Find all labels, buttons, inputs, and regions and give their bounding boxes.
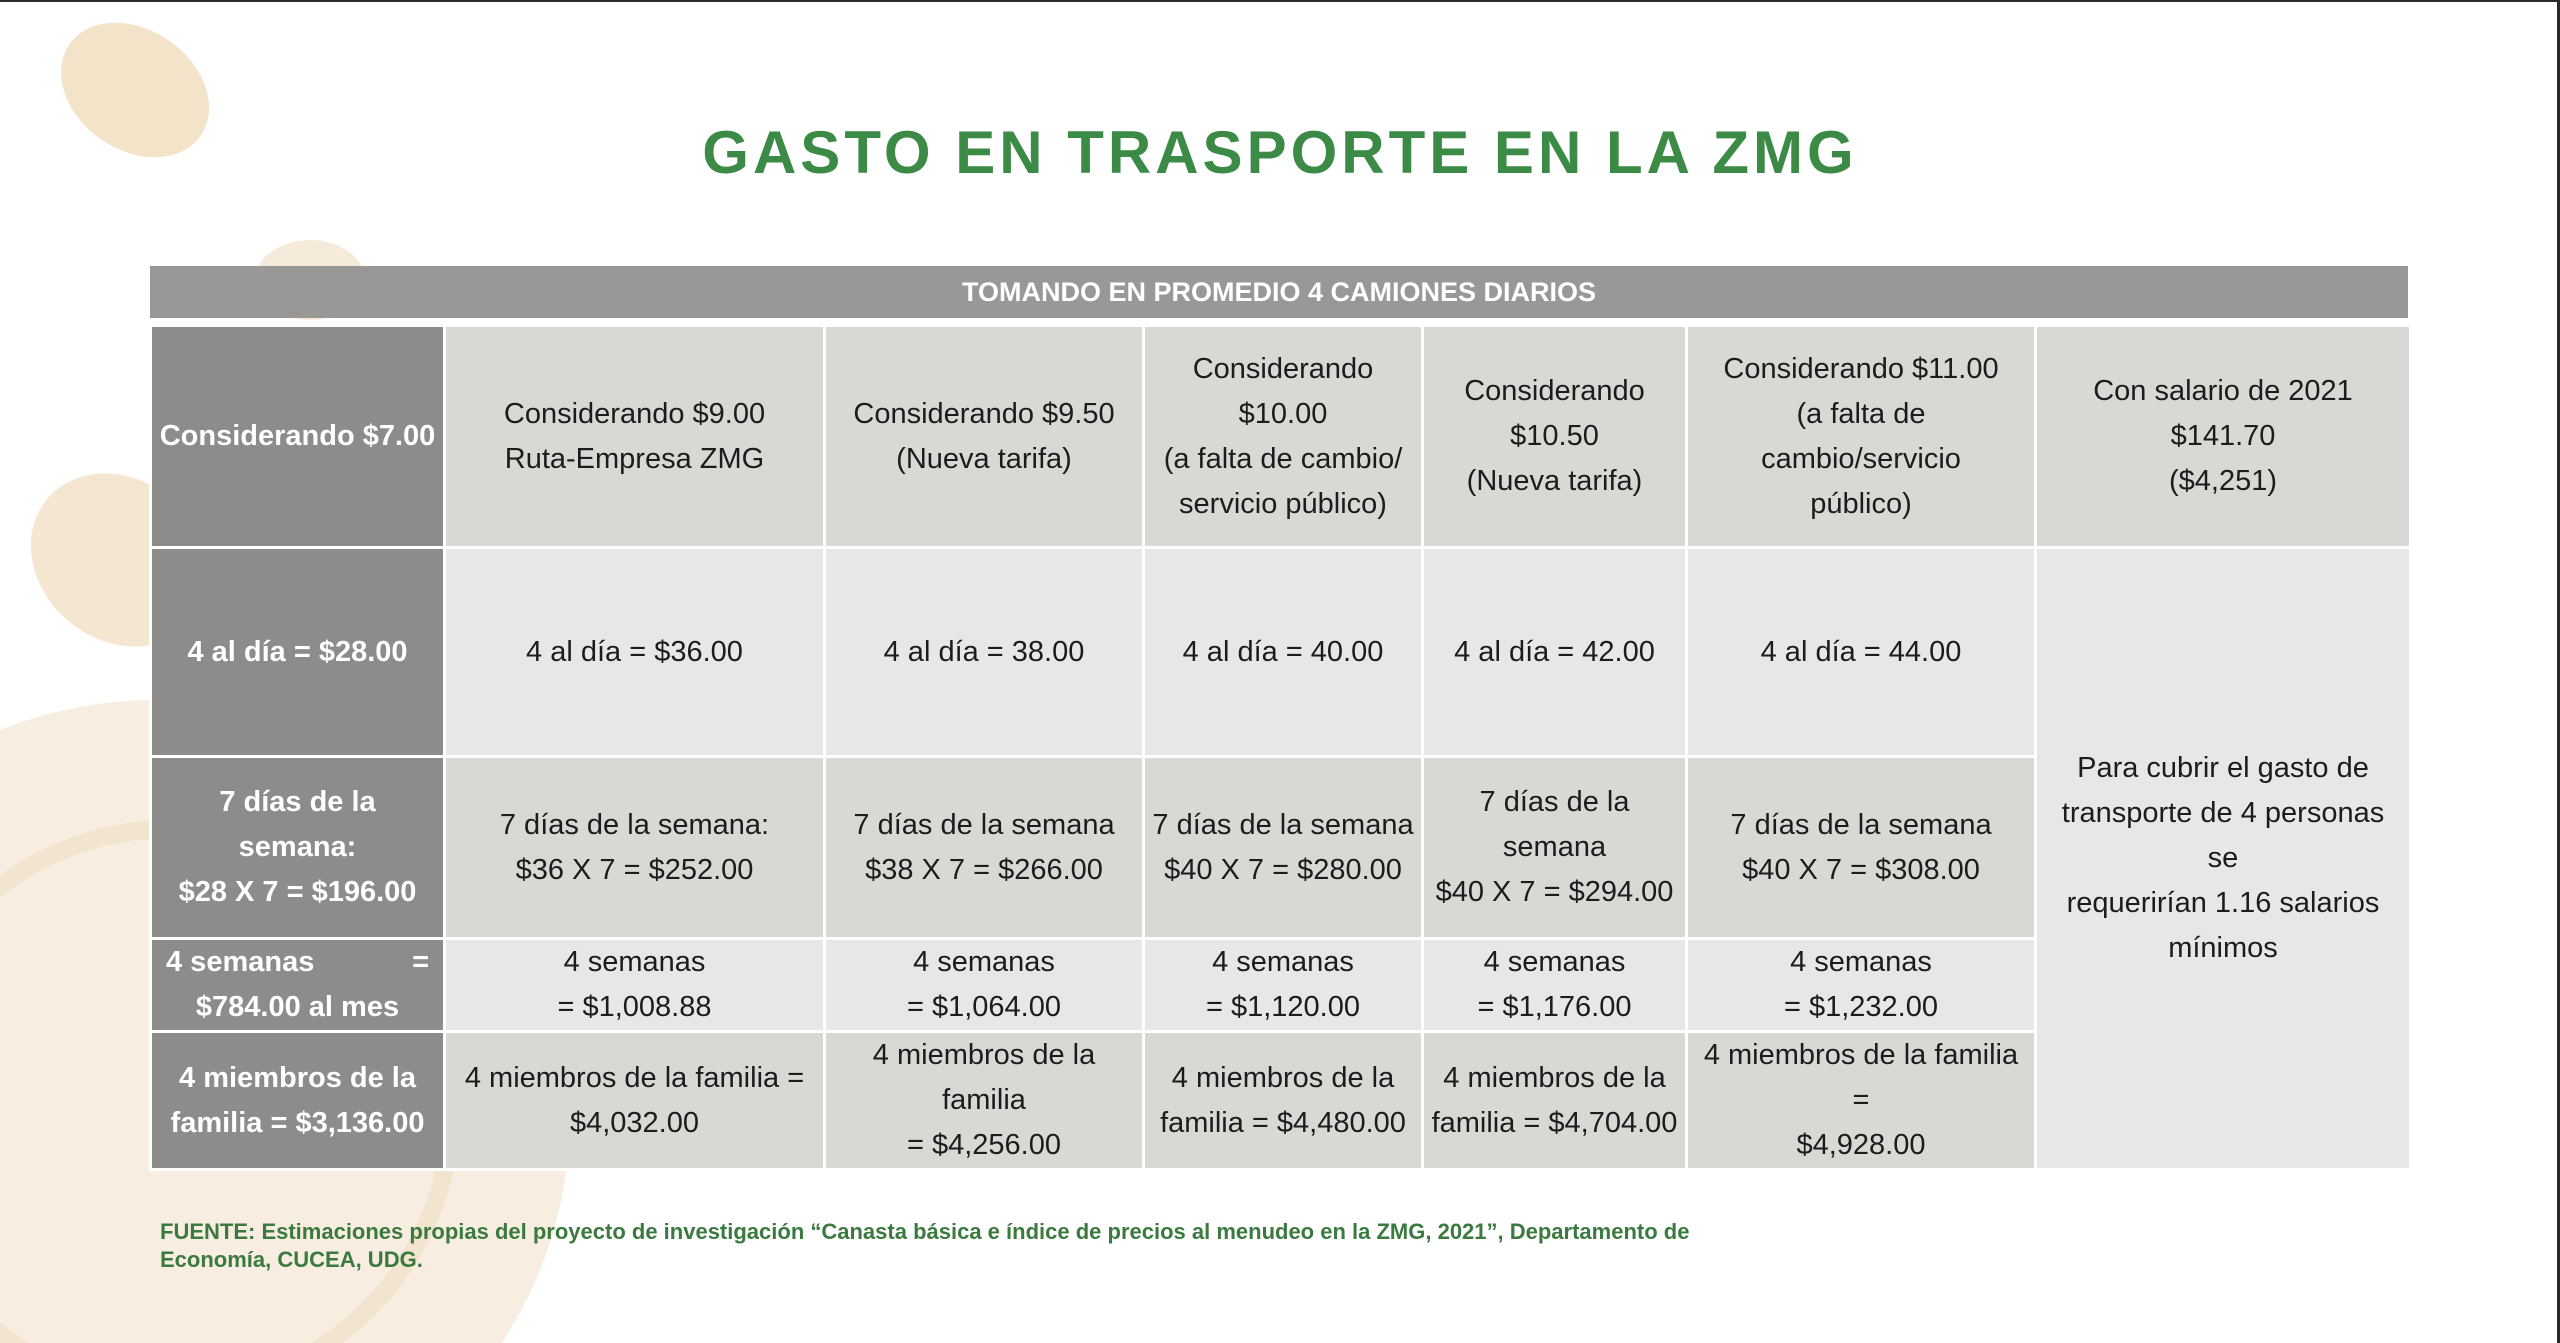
- cell-value: = $1,120.00: [1205, 991, 1360, 1023]
- header-cell: [1144, 326, 1423, 548]
- table-cell: [1687, 939, 2036, 1032]
- note-line: Para cubrir el gasto de: [2077, 752, 2369, 784]
- cell-value: = $1,064.00: [906, 991, 1061, 1023]
- page-title: GASTO EN TRASPORTE EN LA ZMG: [702, 119, 1858, 186]
- cell-value: 7 días de la semana: [853, 808, 1115, 841]
- cell-value: familia = $4,480.00: [1160, 1106, 1406, 1139]
- cell-value: 4 al día = 42.00: [1454, 635, 1655, 668]
- row-header-cell: [151, 939, 445, 1032]
- header-line: Considerando $9.00: [503, 397, 766, 430]
- header-line: (Nueva tarifa): [1466, 465, 1643, 497]
- table-cell: [1144, 939, 1423, 1032]
- table-cell: [1687, 757, 2036, 939]
- table-cell: [825, 757, 1144, 939]
- cell-value: = $4,256.00: [906, 1129, 1061, 1161]
- header-line: servicio público): [1179, 487, 1387, 520]
- header-line: público): [1810, 487, 1912, 520]
- cell-value: $4,928.00: [1796, 1129, 1926, 1161]
- note-line: mínimos: [2168, 932, 2278, 964]
- cell-value: $40 X 7 = $308.00: [1742, 853, 1980, 886]
- table-cell: [445, 939, 825, 1032]
- note-line: transporte de 4 personas se: [2061, 797, 2385, 874]
- row-label: =: [412, 946, 429, 978]
- table-cell: [445, 548, 825, 757]
- header-cell: [1423, 326, 1687, 548]
- header-cell: [825, 326, 1144, 548]
- row-header-cell: [151, 548, 445, 757]
- table-cell: [1423, 1032, 1687, 1170]
- cell-value: 4 miembros de la familia =: [1703, 1039, 2019, 1116]
- header-line: Ruta-Empresa ZMG: [504, 442, 765, 475]
- transport-cost-table: [149, 324, 2412, 1171]
- header-label: Considerando $7.00: [159, 420, 436, 452]
- cell-value: 4 semanas: [563, 946, 706, 978]
- row-label: 4 al día = $28.00: [187, 635, 408, 668]
- row-label: 7 días de la semana:: [219, 786, 376, 863]
- header-line: (Nueva tarifa): [896, 442, 1072, 475]
- table-cell: [825, 548, 1144, 757]
- cell-value: 4 miembros de la: [1171, 1061, 1395, 1094]
- row-label: familia = $3,136.00: [170, 1106, 425, 1139]
- footnote-line: FUENTE: Estimaciones propias del proyecto de investigación “Canasta básica e índice de precios al menudeo en la ZMG, 2021”, Departamento de: [160, 1219, 1690, 1244]
- header-cell: [445, 326, 825, 548]
- header-line: ($4,251): [2168, 465, 2277, 497]
- row-header-cell: [151, 1032, 445, 1170]
- header-line: Considerando $9.50: [853, 397, 1115, 430]
- footnote-line: Economía, CUCEA, UDG.: [160, 1247, 423, 1272]
- header-line: (a falta de cambio/servicio: [1761, 397, 1961, 475]
- cell-value: 4 semanas: [1212, 946, 1354, 978]
- cell-value: 4 miembros de la familia: [872, 1039, 1096, 1116]
- header-line: Considerando: [1464, 375, 1645, 407]
- cell-value: $36 X 7 = $252.00: [515, 853, 754, 886]
- source-footnote: [160, 1218, 2010, 1274]
- table-cell: [825, 939, 1144, 1032]
- row-label-line: [158, 940, 437, 985]
- salary-note-cell: [2036, 548, 2411, 1170]
- cell-value: 4 semanas: [1483, 946, 1626, 978]
- table-cell: [1144, 548, 1423, 757]
- cell-value: 4 miembros de la familia =: [464, 1061, 805, 1094]
- table-band-header: TOMANDO EN PROMEDIO 4 CAMIONES DIARIOS: [150, 266, 2408, 318]
- note-line: requerirían 1.16 salarios: [2066, 887, 2380, 919]
- cell-value: $4,032.00: [569, 1106, 699, 1139]
- row-label: $28 X 7 = $196.00: [178, 876, 417, 908]
- cell-value: 4 al día = 38.00: [883, 635, 1085, 668]
- header-line: (a falta de cambio/: [1163, 442, 1403, 475]
- table-cell: [1687, 548, 2036, 757]
- table-cell: [1423, 757, 1687, 939]
- cell-value: 7 días de la semana: [1152, 808, 1414, 841]
- cell-value: $40 X 7 = $294.00: [1435, 876, 1674, 908]
- table-cell: [1144, 757, 1423, 939]
- row-label: 4 semanas: [166, 946, 315, 978]
- cell-value: $40 X 7 = $280.00: [1164, 853, 1402, 886]
- cell-value: 7 días de la semana: [1479, 786, 1630, 863]
- table-cell: [445, 757, 825, 939]
- cell-value: 4 al día = 44.00: [1760, 635, 1962, 668]
- cell-value: 4 semanas: [1790, 946, 1932, 978]
- cell-value: $38 X 7 = $266.00: [865, 853, 1103, 886]
- table-cell: [445, 1032, 825, 1170]
- header-line: Con salario de 2021 $141.70: [2093, 375, 2353, 452]
- header-cell-salary: [2036, 326, 2411, 548]
- row-header-cell: [151, 326, 445, 548]
- header-line: $10.50: [1510, 420, 1599, 452]
- cell-value: 7 días de la semana:: [499, 808, 770, 841]
- row-header-cell: [151, 757, 445, 939]
- header-line: Considerando $10.00: [1192, 352, 1374, 430]
- cell-value: = $1,176.00: [1477, 991, 1632, 1023]
- cell-value: = $1,232.00: [1783, 991, 1938, 1023]
- table-cell: [825, 1032, 1144, 1170]
- cell-value: 4 al día = $36.00: [526, 635, 743, 668]
- cell-value: = $1,008.88: [557, 991, 712, 1023]
- cell-value: 4 al día = 40.00: [1182, 635, 1384, 668]
- table-row-daily: [151, 548, 2411, 757]
- table-cell: [1687, 1032, 2036, 1170]
- cell-value: familia = $4,704.00: [1431, 1106, 1678, 1139]
- row-label: $784.00 al mes: [195, 991, 400, 1023]
- table-cell: [1423, 548, 1687, 757]
- table-header-row: [151, 326, 2411, 548]
- cell-value: 4 semanas: [913, 946, 1055, 978]
- row-label: 4 miembros de la: [179, 1061, 416, 1094]
- cell-value: 4 miembros de la: [1443, 1061, 1666, 1094]
- table-cell: [1144, 1032, 1423, 1170]
- header-line: Considerando $11.00: [1723, 352, 1999, 385]
- table-cell: [1423, 939, 1687, 1032]
- header-cell: [1687, 326, 2036, 548]
- cell-value: 7 días de la semana: [1730, 808, 1992, 841]
